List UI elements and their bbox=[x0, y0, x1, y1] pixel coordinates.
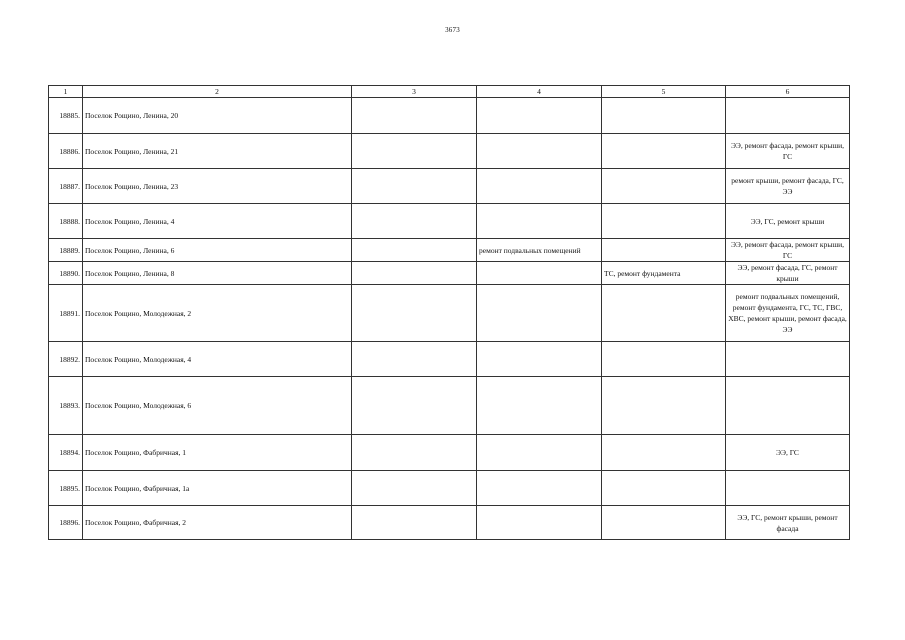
register-table bbox=[48, 85, 850, 540]
row-col4 bbox=[477, 204, 602, 239]
row-col4 bbox=[477, 98, 602, 134]
row-number: 18888. bbox=[49, 204, 83, 239]
row-col4 bbox=[477, 285, 602, 342]
row-col6: ЭЭ, ГС, ремонт крыши, ремонт фасада bbox=[726, 506, 850, 540]
row-col5: ТС, ремонт фундамента bbox=[602, 262, 726, 285]
row-col6: ЭЭ, ГС bbox=[726, 435, 850, 471]
row-col4 bbox=[477, 506, 602, 540]
column-header-3: 3 bbox=[352, 86, 477, 98]
row-number: 18895. bbox=[49, 471, 83, 506]
row-col5 bbox=[602, 134, 726, 169]
row-col3 bbox=[352, 262, 477, 285]
row-col6: ЭЭ, ремонт фасада, ремонт крыши, ГС bbox=[726, 239, 850, 262]
table-row bbox=[49, 506, 850, 540]
column-header-6: 6 bbox=[726, 86, 850, 98]
row-address: Поселок Рощино, Фабричная, 1а bbox=[83, 471, 352, 506]
row-number: 18889. bbox=[49, 239, 83, 262]
row-col4: ремонт подвальных помещений bbox=[477, 239, 602, 262]
row-number: 18893. bbox=[49, 377, 83, 435]
row-col6: ЭЭ, ГС, ремонт крыши bbox=[726, 204, 850, 239]
column-header-5: 5 bbox=[602, 86, 726, 98]
row-col6: ЭЭ, ремонт фасада, ремонт крыши, ГС bbox=[726, 134, 850, 169]
row-number: 18890. bbox=[49, 262, 83, 285]
row-col6 bbox=[726, 471, 850, 506]
row-col4 bbox=[477, 169, 602, 204]
row-col3 bbox=[352, 471, 477, 506]
row-col5 bbox=[602, 285, 726, 342]
row-col6 bbox=[726, 377, 850, 435]
row-col4 bbox=[477, 342, 602, 377]
row-col3 bbox=[352, 204, 477, 239]
row-number: 18896. bbox=[49, 506, 83, 540]
row-col5 bbox=[602, 204, 726, 239]
table-row bbox=[49, 169, 850, 204]
row-number: 18886. bbox=[49, 134, 83, 169]
row-col3 bbox=[352, 342, 477, 377]
row-col5 bbox=[602, 342, 726, 377]
row-col5 bbox=[602, 377, 726, 435]
row-address: Поселок Рощино, Ленина, 23 bbox=[83, 169, 352, 204]
table-row bbox=[49, 377, 850, 435]
row-col6: ЭЭ, ремонт фасада, ГС, ремонт крыши bbox=[726, 262, 850, 285]
header-row bbox=[49, 86, 850, 98]
row-address: Поселок Рощино, Ленина, 4 bbox=[83, 204, 352, 239]
table-row bbox=[49, 134, 850, 169]
table-row bbox=[49, 239, 850, 262]
row-address: Поселок Рощино, Молодежная, 2 bbox=[83, 285, 352, 342]
row-number: 18885. bbox=[49, 98, 83, 134]
row-col3 bbox=[352, 285, 477, 342]
row-col3 bbox=[352, 98, 477, 134]
column-header-1: 1 bbox=[49, 86, 83, 98]
row-col4 bbox=[477, 134, 602, 169]
row-col3 bbox=[352, 239, 477, 262]
row-number: 18892. bbox=[49, 342, 83, 377]
row-col5 bbox=[602, 239, 726, 262]
row-address: Поселок Рощино, Фабричная, 1 bbox=[83, 435, 352, 471]
row-col3 bbox=[352, 377, 477, 435]
row-col4 bbox=[477, 262, 602, 285]
row-col3 bbox=[352, 134, 477, 169]
row-address: Поселок Рощино, Фабричная, 2 bbox=[83, 506, 352, 540]
row-address: Поселок Рощино, Ленина, 20 bbox=[83, 98, 352, 134]
row-address: Поселок Рощино, Молодежная, 4 bbox=[83, 342, 352, 377]
row-number: 18891. bbox=[49, 285, 83, 342]
row-address: Поселок Рощино, Ленина, 8 bbox=[83, 262, 352, 285]
table-row bbox=[49, 262, 850, 285]
row-col3 bbox=[352, 435, 477, 471]
column-header-4: 4 bbox=[477, 86, 602, 98]
row-col5 bbox=[602, 506, 726, 540]
row-address: Поселок Рощино, Молодежная, 6 bbox=[83, 377, 352, 435]
row-col5 bbox=[602, 98, 726, 134]
table-row bbox=[49, 204, 850, 239]
table-row bbox=[49, 342, 850, 377]
column-header-2: 2 bbox=[83, 86, 352, 98]
page-number: 3673 bbox=[445, 26, 460, 34]
row-col3 bbox=[352, 169, 477, 204]
row-col5 bbox=[602, 169, 726, 204]
row-address: Поселок Рощино, Ленина, 21 bbox=[83, 134, 352, 169]
row-col5 bbox=[602, 471, 726, 506]
row-col6 bbox=[726, 342, 850, 377]
row-col6: ремонт подвальных помещений, ремонт фундамента, ГС, ТС, ГВС, ХВС, ремонт крыши, ремонт фасада, ЭЭ bbox=[726, 285, 850, 342]
row-number: 18894. bbox=[49, 435, 83, 471]
row-col4 bbox=[477, 435, 602, 471]
row-col5 bbox=[602, 435, 726, 471]
table-row bbox=[49, 285, 850, 342]
row-col3 bbox=[352, 506, 477, 540]
row-address: Поселок Рощино, Ленина, 6 bbox=[83, 239, 352, 262]
row-col6 bbox=[726, 98, 850, 134]
table-row bbox=[49, 471, 850, 506]
row-col4 bbox=[477, 377, 602, 435]
table-row bbox=[49, 98, 850, 134]
row-number: 18887. bbox=[49, 169, 83, 204]
row-col6: ремонт крыши, ремонт фасада, ГС, ЭЭ bbox=[726, 169, 850, 204]
table-row bbox=[49, 435, 850, 471]
row-col4 bbox=[477, 471, 602, 506]
